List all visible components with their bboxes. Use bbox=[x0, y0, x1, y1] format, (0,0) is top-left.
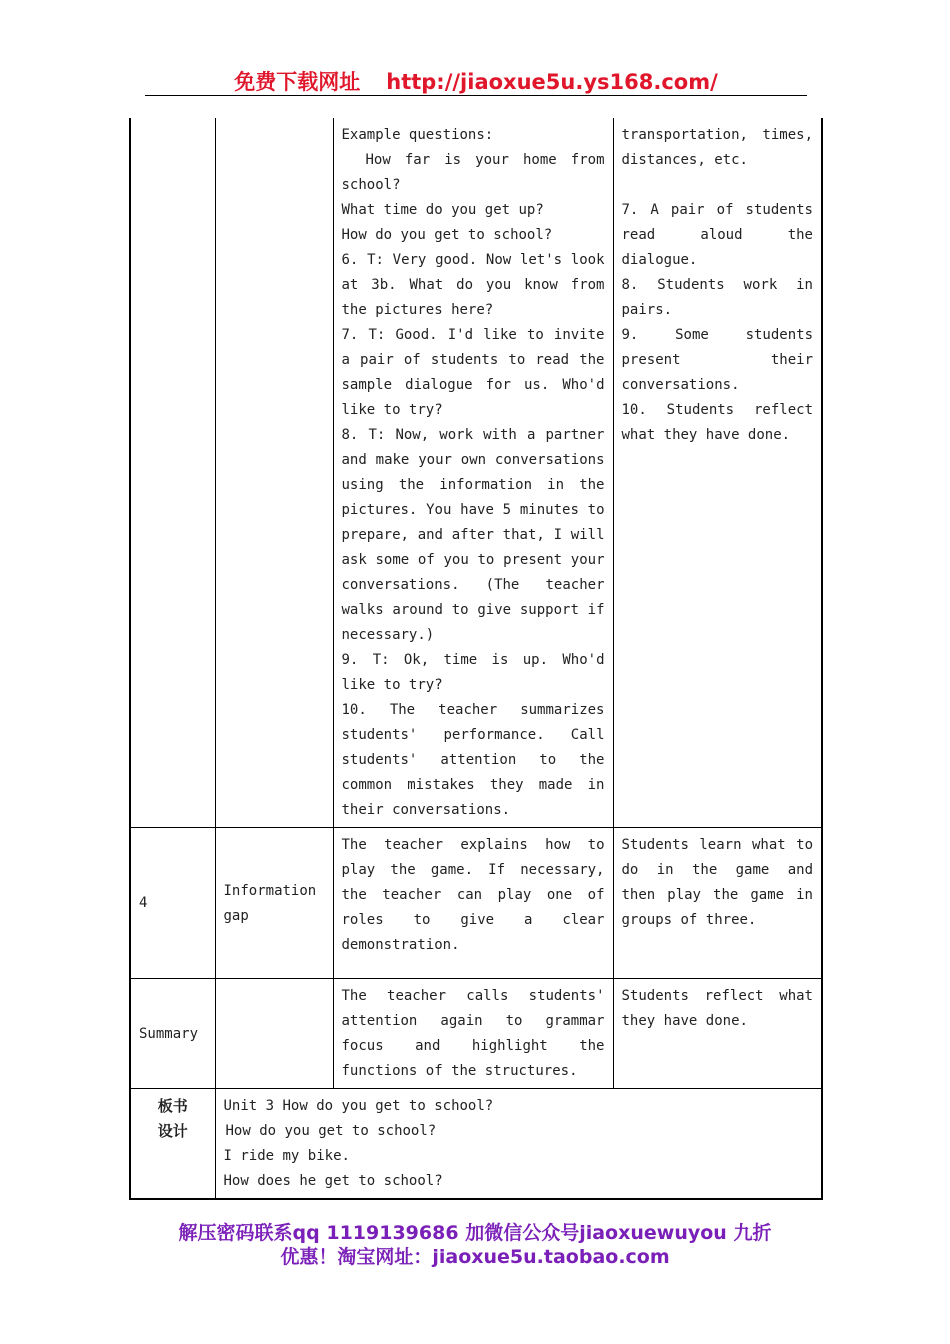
step-number: 4 bbox=[130, 828, 215, 979]
header-url-link[interactable]: http://jiaoxue5u.ys168.com/ bbox=[386, 70, 718, 94]
teacher-activity-cell bbox=[333, 118, 613, 828]
board-label-line: 板书 bbox=[157, 1097, 188, 1115]
step-summary: Summary bbox=[130, 979, 215, 1089]
footer-taobao-link[interactable]: jiaoxue5u.taobao.com bbox=[432, 1246, 670, 1268]
activity-name: Information gap bbox=[215, 828, 333, 979]
student-line: transportation, times, distances, etc. bbox=[621, 127, 813, 168]
board-design-label-cell bbox=[130, 1089, 215, 1200]
board-design-content bbox=[215, 1089, 822, 1200]
table-row-board-design bbox=[130, 1089, 822, 1200]
step-cell bbox=[130, 118, 215, 828]
teacher-activity: The teacher explains how to play the game. If necessary, the teacher can play one of roles to give a clear demonstration. bbox=[333, 828, 613, 979]
table-row-information-gap bbox=[130, 828, 822, 979]
header-label: 免费下载网址 bbox=[234, 70, 361, 94]
footer-qq: qq 1119139686 bbox=[292, 1222, 459, 1244]
board-design-label bbox=[139, 1094, 207, 1144]
teacher-line: 10. The teacher summarizes students' performance. Call students' attention to the common mistakes they made in their conversations. bbox=[341, 702, 605, 818]
board-label-line: 设计 bbox=[157, 1122, 188, 1140]
student-line: 8. Students work in pairs. bbox=[621, 277, 813, 318]
board-line: Unit 3 How do you get to school? bbox=[223, 1098, 494, 1114]
teacher-line: Example questions: bbox=[341, 127, 494, 143]
teacher-line: How do you get to school? bbox=[341, 227, 553, 243]
activity-cell bbox=[215, 118, 333, 828]
board-line: How does he get to school? bbox=[223, 1173, 443, 1189]
table-row-summary bbox=[130, 979, 822, 1089]
footer-text: 九折 bbox=[733, 1222, 772, 1244]
teacher-line: 8. T: Now, work with a partner and make your own conversations using the information in the pictures. You have 5 minutes to prepare, and after that, I will ask some of you to present your conversations. (The teacher walks around to give support if necessary.) bbox=[341, 427, 605, 643]
footer-text: 优惠！淘宝网址： bbox=[280, 1246, 433, 1268]
header-banner bbox=[145, 66, 807, 96]
lesson-plan-table bbox=[129, 118, 823, 1200]
footer-text: 加微信公众号 bbox=[465, 1222, 580, 1244]
student-line: 10. Students reflect what they have done. bbox=[621, 402, 813, 443]
teacher-line: 9. T: Ok, time is up. Who'd like to try? bbox=[341, 652, 605, 693]
header-divider bbox=[145, 95, 807, 96]
board-line: I ride my bike. bbox=[223, 1148, 350, 1164]
footer-line-2 bbox=[120, 1242, 830, 1269]
student-activity: Students learn what to do in the game and then play the game in groups of three. bbox=[613, 828, 822, 979]
board-line: How do you get to school? bbox=[225, 1123, 437, 1139]
teacher-line: What time do you get up? bbox=[341, 202, 544, 218]
student-activity-cell bbox=[613, 118, 822, 828]
teacher-line: 7. T: Good. I'd like to invite a pair of students to read the sample dialogue for us. Who'd like to try? bbox=[341, 327, 605, 418]
teacher-line: 6. T: Very good. Now let's look at 3b. What do you know from the pictures here? bbox=[341, 252, 605, 318]
footer-line-1 bbox=[120, 1218, 830, 1245]
table-row-continued bbox=[130, 118, 822, 828]
student-line: 7. A pair of students read aloud the dialogue. bbox=[621, 202, 813, 268]
teacher-line: How far is your home from school? bbox=[341, 152, 605, 193]
footer-text: 解压密码联系 bbox=[178, 1222, 293, 1244]
student-activity: Students reflect what they have done. bbox=[613, 979, 822, 1089]
teacher-activity: The teacher calls students' attention again to grammar focus and highlight the functions of the structures. bbox=[333, 979, 613, 1089]
student-line: 9. Some students present their conversations. bbox=[621, 327, 813, 393]
activity-name bbox=[215, 979, 333, 1089]
footer-wechat: jiaoxuewuyou bbox=[579, 1222, 727, 1244]
